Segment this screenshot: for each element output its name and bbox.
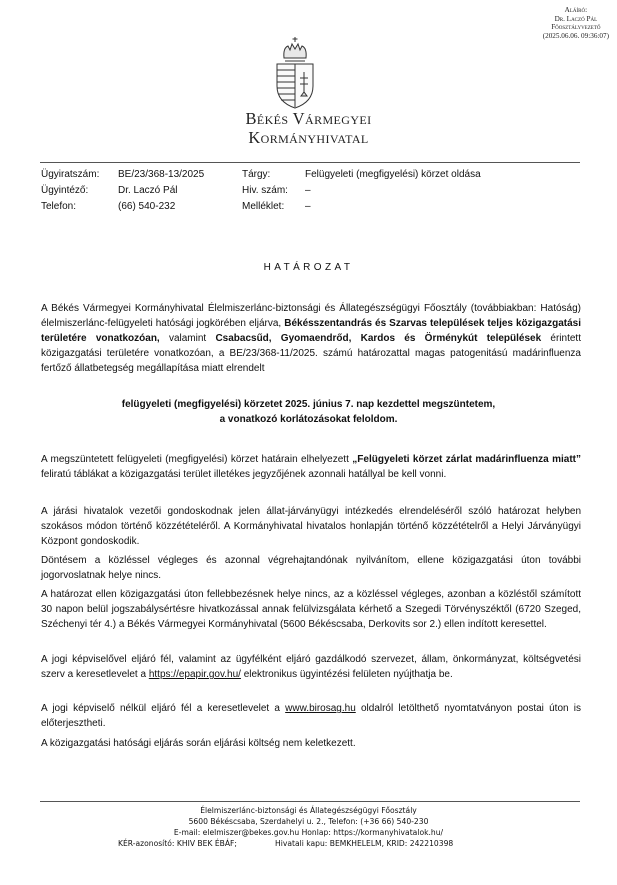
birosag-link[interactable]: www.birosag.hu <box>285 703 356 714</box>
p5-text-b: elektronikus ügyintézési felületen nyújthatja be. <box>240 669 453 680</box>
intro-paragraph <box>41 301 581 376</box>
paragraph-postal-filing <box>41 701 581 731</box>
paragraph-finality: Döntésem a közléssel végleges és azonnal végrehajtandónak nyilvánítom, ellene közigazgatási úton további jogorvoslatnak helye nincs. <box>41 555 581 581</box>
signature-position: Főosztályvezető <box>551 23 601 32</box>
p1-bold: „Felügyeleti körzet zárlat madárinfluenza miatt” <box>352 454 581 465</box>
decision-line-1: felügyeleti (megfigyelési) körzetet 2025. június 7. nap kezdettel megszüntetem, <box>121 399 496 410</box>
footer-ker-id: KÉR-azonosító: KHIV BEK ÉBÁF; <box>118 839 237 848</box>
epapir-link[interactable]: https://epapir.gov.hu/ <box>148 669 241 680</box>
document-title: HATÁROZAT <box>263 262 354 273</box>
metadata-values-right <box>305 167 481 215</box>
organization-name-line2: Kormányhivatal <box>248 128 369 147</box>
case-officer-value: Dr. Laczó Pál <box>118 185 178 196</box>
footer-address: 5600 Békéscsaba, Szerdahelyi u. 2., Telefon: (+36 66) 540-230 <box>188 817 429 826</box>
signature-timestamp: (2025.06.06. 09:36:07) <box>542 31 609 40</box>
signature-name: Dr. Laczó Pál <box>554 14 598 23</box>
decision-line-2: a vonatkozó korlátozásokat feloldom. <box>219 414 398 425</box>
case-number-label: Ügyiratszám: <box>41 169 100 180</box>
p1-text-a: A megszüntetett felügyeleti (megfigyelési) körzet határain elhelyezett <box>41 454 353 465</box>
p6-text-a: A jogi képviselő nélkül eljáró fél a keresetlevelet a <box>41 703 286 714</box>
header-divider <box>40 162 580 163</box>
phone-value: (66) 540-232 <box>118 201 176 212</box>
p5-text-a: A jogi képviselővel eljáró fél, valamint az ügyfélként eljáró gazdálkodó szervezet, állam, önkormányzat, költségvetési szerv a keresetlevelet a <box>41 654 581 680</box>
paragraph-costs: A közigazgatási hatósági eljárás során eljárási költség nem keletkezett. <box>41 738 356 749</box>
p6-text-b: oldalról letölthető nyomtatványon postai úton is előterjesztheti. <box>41 703 581 729</box>
paragraph-electronic-filing <box>41 652 581 682</box>
case-number-value: BE/23/368-13/2025 <box>118 169 205 180</box>
intro-bold-1: Békésszentandrás és Szarvas települések teljes közigazgatási területére vonatkozóan, <box>41 318 581 344</box>
phone-label: Telefon: <box>41 201 77 212</box>
paragraph-signs-removal <box>41 452 581 482</box>
attachment-label: Melléklet: <box>242 201 285 212</box>
paragraph-publication: A járási hivatalok vezetői gondoskodnak jelen állat-járványügyi intézkedés elrendeléséről szóló határozat helyben szokásos módon történő közzétételéről. A Kormányhivatal hivatalos honlapján történő közzétételről a Helyi Járványügyi Központ gondoskodik. <box>41 506 581 547</box>
subject-label: Tárgy: <box>242 169 271 180</box>
subject-value: Felügyeleti (megfigyelési) körzet oldása <box>305 169 481 180</box>
paragraph-legal-remedy: A határozat ellen közigazgatási úton fellebbezésnek helye nincs, az a közléssel végleges, azonban a közléstől számított 30 napon belül jogszabálysértésre hivatkozással annak felülvizsgálata kérhető a Szegedi Törvényszéktől (6720 Szeged, Széchenyi tér 4.) a Békés Vármegyei Kormányhivatal (5600 Békéscsaba, Derkovits sor 2.) ellen indított keresettel. <box>41 589 581 630</box>
signature-block <box>543 6 609 40</box>
metadata-labels-left <box>41 167 99 215</box>
intro-text-1: A Békés Vármegyei Kormányhivatal Élelmiszerlánc-biztonsági és Állategészségügyi Főosztály (továbbiakban: Hatóság) élelmiszerlánc-felügyeleti hatósági jogkörében eljárva, <box>41 303 581 329</box>
attachment-value: – <box>305 201 311 212</box>
intro-bold-2: Csabacsűd, Gyomaendrőd, Kardos és Örménykút települések <box>215 333 542 344</box>
metadata-values-left <box>118 167 204 215</box>
case-officer-label: Ügyintéző: <box>41 185 89 196</box>
footer-contact: E-mail: elelmiszer@bekes.gov.hu Honlap: https://kormanyhivatalok.hu/ <box>173 828 444 837</box>
footer-divider <box>40 801 580 802</box>
intro-text-2: valamint <box>159 333 216 344</box>
p1-text-c: feliratú táblákat a közigazgatási terület illetékes jegyzőjének azonnali hatállyal be kell vonni. <box>41 469 447 480</box>
intro-text-3: érintett közigazgatási területére vonatkozóan, a BE/23/368-11/2025. számú határozattal magas patogenitású madárinfluenza fertőző állatbetegség megállapítása miatt elrendelt <box>41 333 581 374</box>
footer-department: Élelmiszerlánc-biztonsági és Állategészségügyi Főosztály <box>200 806 417 815</box>
signature-label: Aláíró: <box>564 6 588 14</box>
reference-number-value: – <box>305 185 311 196</box>
metadata-labels-right <box>242 167 288 215</box>
reference-number-label: Hiv. szám: <box>242 185 288 196</box>
coat-of-arms-icon <box>272 36 318 110</box>
footer-office-gateway: Hivatali kapu: BEMKHELELM, KRID: 242210398 <box>275 839 454 848</box>
organization-name-line1: Békés Vármegyei <box>245 109 372 128</box>
